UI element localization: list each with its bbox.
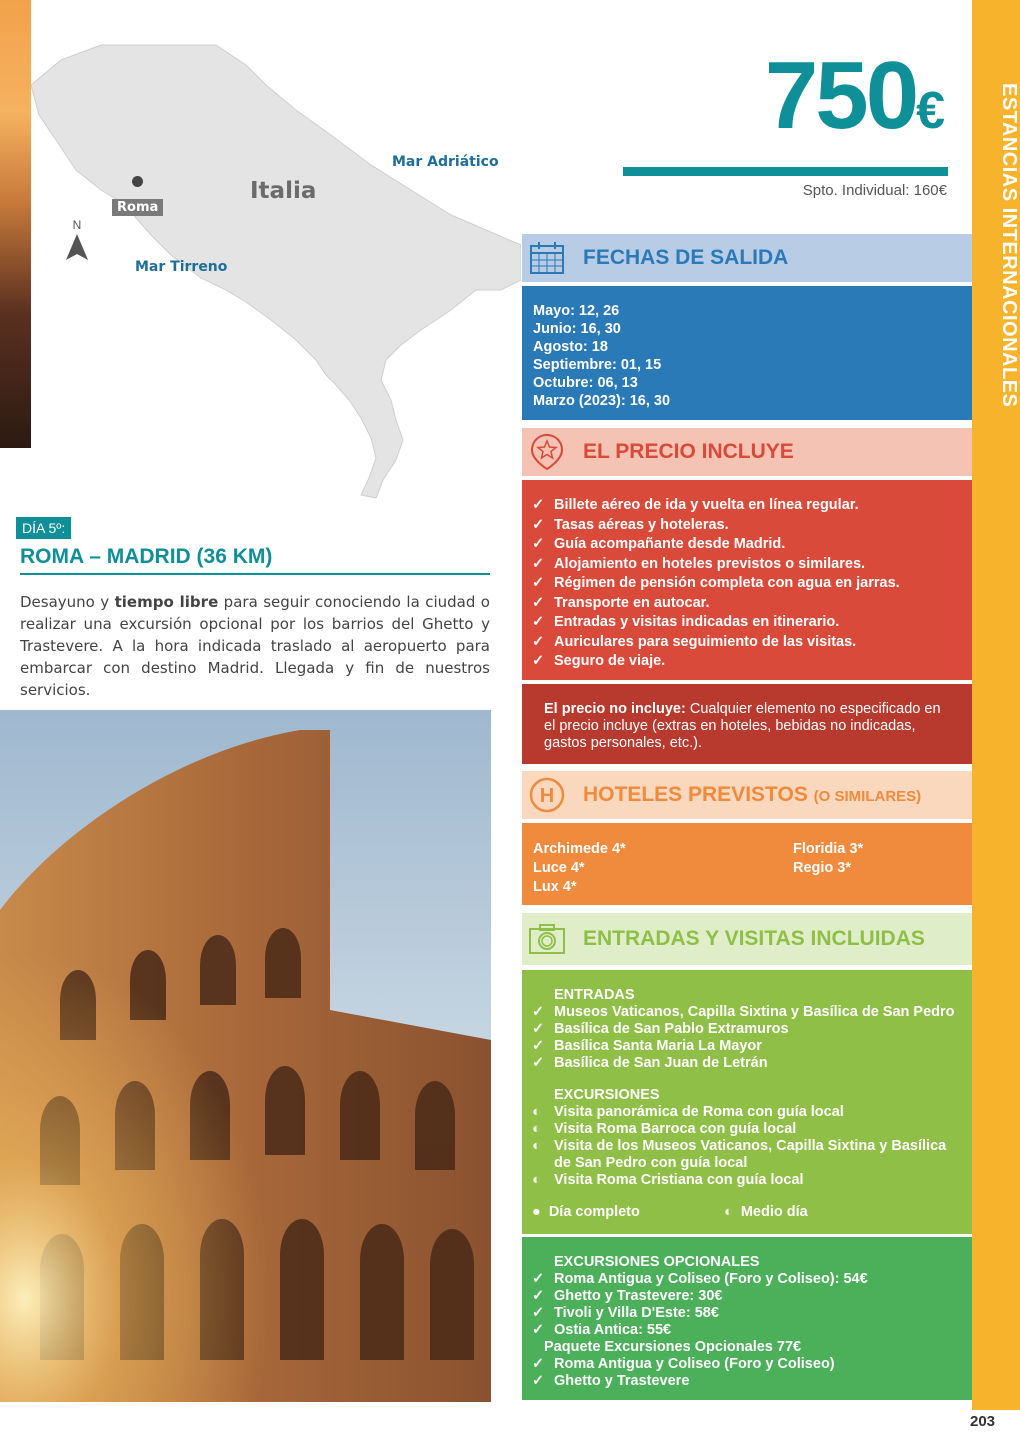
star-badge-icon [527,432,567,472]
incluye-item: ✓ Régimen de pensión completa con agua en jarras. [532,574,962,594]
entrada-item: ✓ Basílica Santa Maria La Mayor [532,1038,962,1055]
no-incluye: El precio no incluye: Cualquier elemento no especificado en el precio incluye (extras en hoteles, bebidas no indicadas, gastos personales, etc.). [522,684,972,764]
package-item: ✓ Ghetto y Trastevere [532,1373,962,1390]
colosseum-photo [0,710,491,1402]
entradas-label: ENTRADAS [554,987,635,1003]
entrada-item: ✓ Museos Vaticanos, Capilla Sixtina y Basílica de San Pedro [532,1004,962,1021]
excursion-item: ◐ Visita Roma Cristiana con guía local [532,1172,962,1189]
svg-text:H: H [539,785,555,807]
north-arrow-icon: N [64,218,90,268]
incluye-title: EL PRECIO INCLUYE [583,440,794,463]
single-supplement: Spto. Individual: 160€ [802,182,947,199]
opcionales-box [522,1237,972,1400]
entradas-box [522,970,972,1234]
excursion-item: ◐ Visita Roma Barroca con guía local [532,1121,962,1138]
day-tag: DÍA 5º: [16,517,71,539]
entradas-header [522,913,972,965]
fechas-list [522,286,972,420]
legend [532,1204,962,1221]
incluye-item: ✓ Alojamiento en hoteles previstos o similares. [532,555,962,575]
fecha-item: Agosto: 18 [533,339,608,355]
page-number: 203 [970,1413,996,1430]
day-description: Desayuno y tiempo libre para seguir conociendo la ciudad o realizar una excursión opcional por los barrios del Ghetto y Trastevere. A la hora indicada traslado al aeropuerto para embarcar con destino Madrid. Llegada y fin de nuestros servicios. [20,593,490,699]
incluye-item: ✓ Billete aéreo de ida y vuelta en línea regular. [532,496,962,516]
opcional-item: ✓ Ghetto y Trastevere: 30€ [532,1288,962,1305]
entrada-item: ✓ Basílica de San Juan de Letrán [532,1055,962,1072]
opcionales-label: EXCURSIONES OPCIONALES [554,1254,760,1270]
side-tab-label: ESTANCIAS INTERNACIONALES [998,82,1020,408]
day-title: ROMA – MADRID (36 KM) [20,545,273,568]
fechas-title: FECHAS DE SALIDA [583,246,789,269]
incluye-header [522,428,972,476]
hotel-item: Regio 3* [793,860,852,876]
opcional-item: ✓ Ostia Antica: 55€ [532,1322,962,1339]
map-label-italia: Italia [250,178,317,204]
excursion-item: ◐ Visita panorámica de Roma con guía local [532,1104,962,1121]
hotel-item: Archimede 4* [533,841,626,857]
package-label: Paquete Excursiones Opcionales 77€ [544,1339,802,1355]
day-title-rule [20,573,490,575]
hotel-item: Floridia 3* [793,841,864,857]
fecha-item: Mayo: 12, 26 [533,303,620,319]
camera-icon [527,919,567,959]
legend-half: ◐ Medio día [724,1204,808,1220]
italy-map [31,40,521,500]
incluye-item: ✓ Transporte en autocar. [532,594,962,614]
incluye-item: ✓ Entradas y visitas indicadas en itinerario. [532,613,962,633]
photo-strip [0,0,31,448]
opcional-item: ✓ Roma Antigua y Coliseo (Foro y Coliseo): 54€ [532,1271,962,1288]
incluye-item: ✓ Auriculares para seguimiento de las visitas. [532,633,962,653]
opcional-item: ✓ Tivoli y Villa D'Este: 58€ [532,1305,962,1322]
entradas-title: ENTRADAS Y VISITAS INCLUIDAS [583,927,925,950]
fecha-item: Junio: 16, 30 [533,321,621,337]
roma-marker [132,176,143,187]
hotel-icon [527,775,567,815]
legend-full: ● Día completo [532,1204,640,1220]
map-label-adriatico: Mar Adriático [392,154,499,170]
hotel-item: Lux 4* [533,879,577,895]
incluye-list [522,480,972,680]
fecha-item: Octubre: 06, 13 [533,375,638,391]
incluye-item: ✓ Tasas aéreas y hoteleras. [532,516,962,536]
fechas-header [522,234,972,282]
fecha-item: Septiembre: 01, 15 [533,357,662,373]
map-label-tirreno: Mar Tirreno [135,259,228,275]
excursiones-label: EXCURSIONES [554,1087,660,1103]
incluye-item: ✓ Guía acompañante desde Madrid. [532,535,962,555]
calendar-icon [527,238,567,278]
hoteles-list [522,823,972,905]
excursion-item: ◐ Visita de los Museos Vaticanos, Capilla Sixtina y Basílica de San Pedro con guía local [532,1138,962,1172]
price: 750€ [764,42,945,149]
fecha-item: Marzo (2023): 16, 30 [533,393,671,409]
entrada-item: ✓ Basílica de San Pablo Extramuros [532,1021,962,1038]
package-item: ✓ Roma Antigua y Coliseo (Foro y Coliseo) [532,1356,962,1373]
map-label-roma: Roma [112,199,163,216]
price-divider [623,167,948,176]
hoteles-header [522,771,972,819]
hotel-item: Luce 4* [533,860,585,876]
incluye-item: ✓ Seguro de viaje. [532,652,962,672]
hoteles-title: HOTELES PREVISTOS (O SIMILARES) [583,783,922,806]
